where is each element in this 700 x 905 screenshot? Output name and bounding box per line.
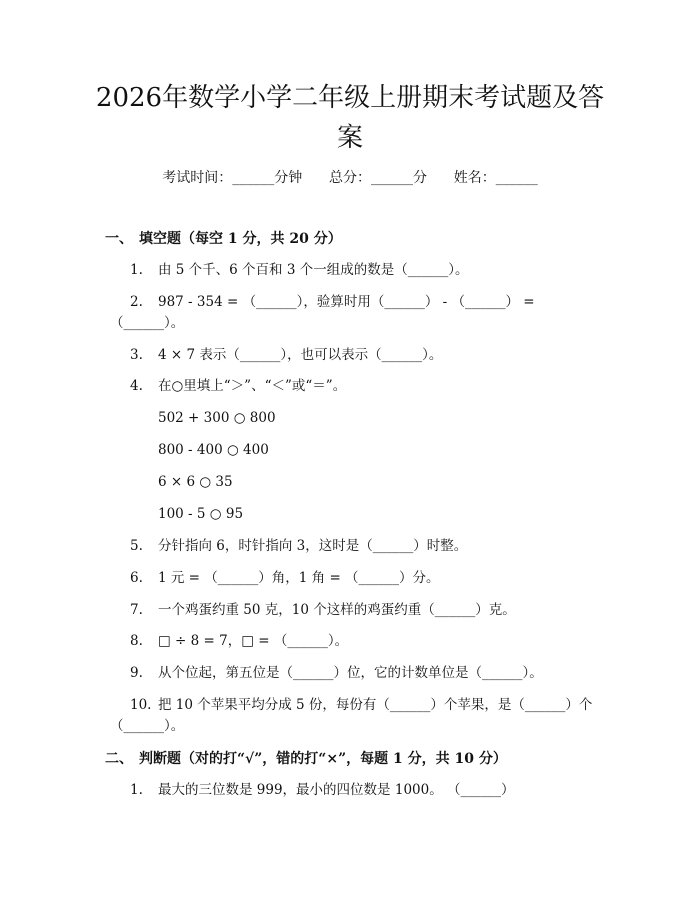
question-number: 9. — [130, 665, 143, 681]
question-1 — [130, 260, 468, 280]
comparison-item: 6 × 6 ○ 35 — [158, 474, 233, 490]
question-text: 在○里填上“＞”、“＜”或“＝”。 — [158, 378, 347, 394]
question-text: 一个鸡蛋约重 50 克，10 个这样的鸡蛋约重（______）克。 — [158, 602, 516, 618]
question-number: 1. — [130, 782, 143, 798]
judgment-question-1 — [130, 780, 515, 800]
question-5 — [130, 536, 467, 556]
comparison-item: 800 - 400 ○ 400 — [158, 442, 269, 458]
question-text: 987 - 354 = （______），验算时用（______） - （______） = — [158, 294, 535, 310]
exam-info-line: 考试时间：______分钟 总分：______分 姓名：______ — [162, 170, 538, 186]
question-number: 3. — [130, 347, 143, 363]
question-3 — [130, 345, 442, 365]
question-text: 分针指向 6，时针指向 3，这时是（______）时整。 — [158, 538, 468, 554]
question-text: 4 × 7 表示（______），也可以表示（______）。 — [158, 347, 443, 363]
section-2-heading — [105, 749, 507, 769]
question-number: 1. — [130, 262, 143, 278]
question-text: □ ÷ 8 = 7，□ = （______）。 — [158, 633, 349, 649]
question-7 — [130, 600, 516, 620]
title-line-2: 案 — [336, 123, 363, 153]
section-1-title: 填空题（每空 1 分，共 20 分） — [139, 231, 342, 247]
question-number: 6. — [130, 570, 143, 586]
section-1-number: 一、 — [105, 231, 133, 247]
question-text: 把 10 个苹果平均分成 5 份，每份有（______）个苹果，是（______）个 — [158, 697, 593, 713]
question-text: 从个位起，第五位是（______）位，它的计数单位是（______）。 — [158, 665, 543, 681]
question-number: 10. — [130, 697, 152, 713]
comparison-item: 502 + 300 ○ 800 — [158, 410, 276, 426]
question-number: 7. — [130, 602, 143, 618]
question-text: 由 5 个千、6 个百和 3 个一组成的数是（______）。 — [158, 262, 469, 278]
title-line-1: 2026年数学小学二年级上册期末考试题及答 — [95, 83, 605, 113]
question-number: 8. — [130, 633, 143, 649]
question-8 — [130, 631, 348, 651]
comparison-item: 100 - 5 ○ 95 — [158, 506, 244, 522]
question-6 — [130, 568, 440, 588]
question-9 — [130, 663, 543, 683]
page-title — [60, 78, 640, 158]
question-number: 5. — [130, 538, 143, 554]
section-1-heading — [105, 229, 342, 249]
question-10-continuation: （______）。 — [110, 718, 185, 734]
question-number: 2. — [130, 294, 143, 310]
section-2-title: 判断题（对的打“√”，错的打“×”，每题 1 分，共 10 分） — [139, 751, 507, 767]
question-text: 最大的三位数是 999，最小的四位数是 1000。 （______） — [158, 782, 515, 798]
question-2 — [130, 292, 535, 312]
question-10 — [130, 695, 592, 715]
question-4 — [130, 376, 346, 396]
question-number: 4. — [130, 378, 143, 394]
section-2-number: 二、 — [105, 751, 133, 767]
question-text: 1 元 = （______）角，1 角 = （______）分。 — [158, 570, 440, 586]
question-2-continuation: （______）。 — [110, 315, 185, 331]
